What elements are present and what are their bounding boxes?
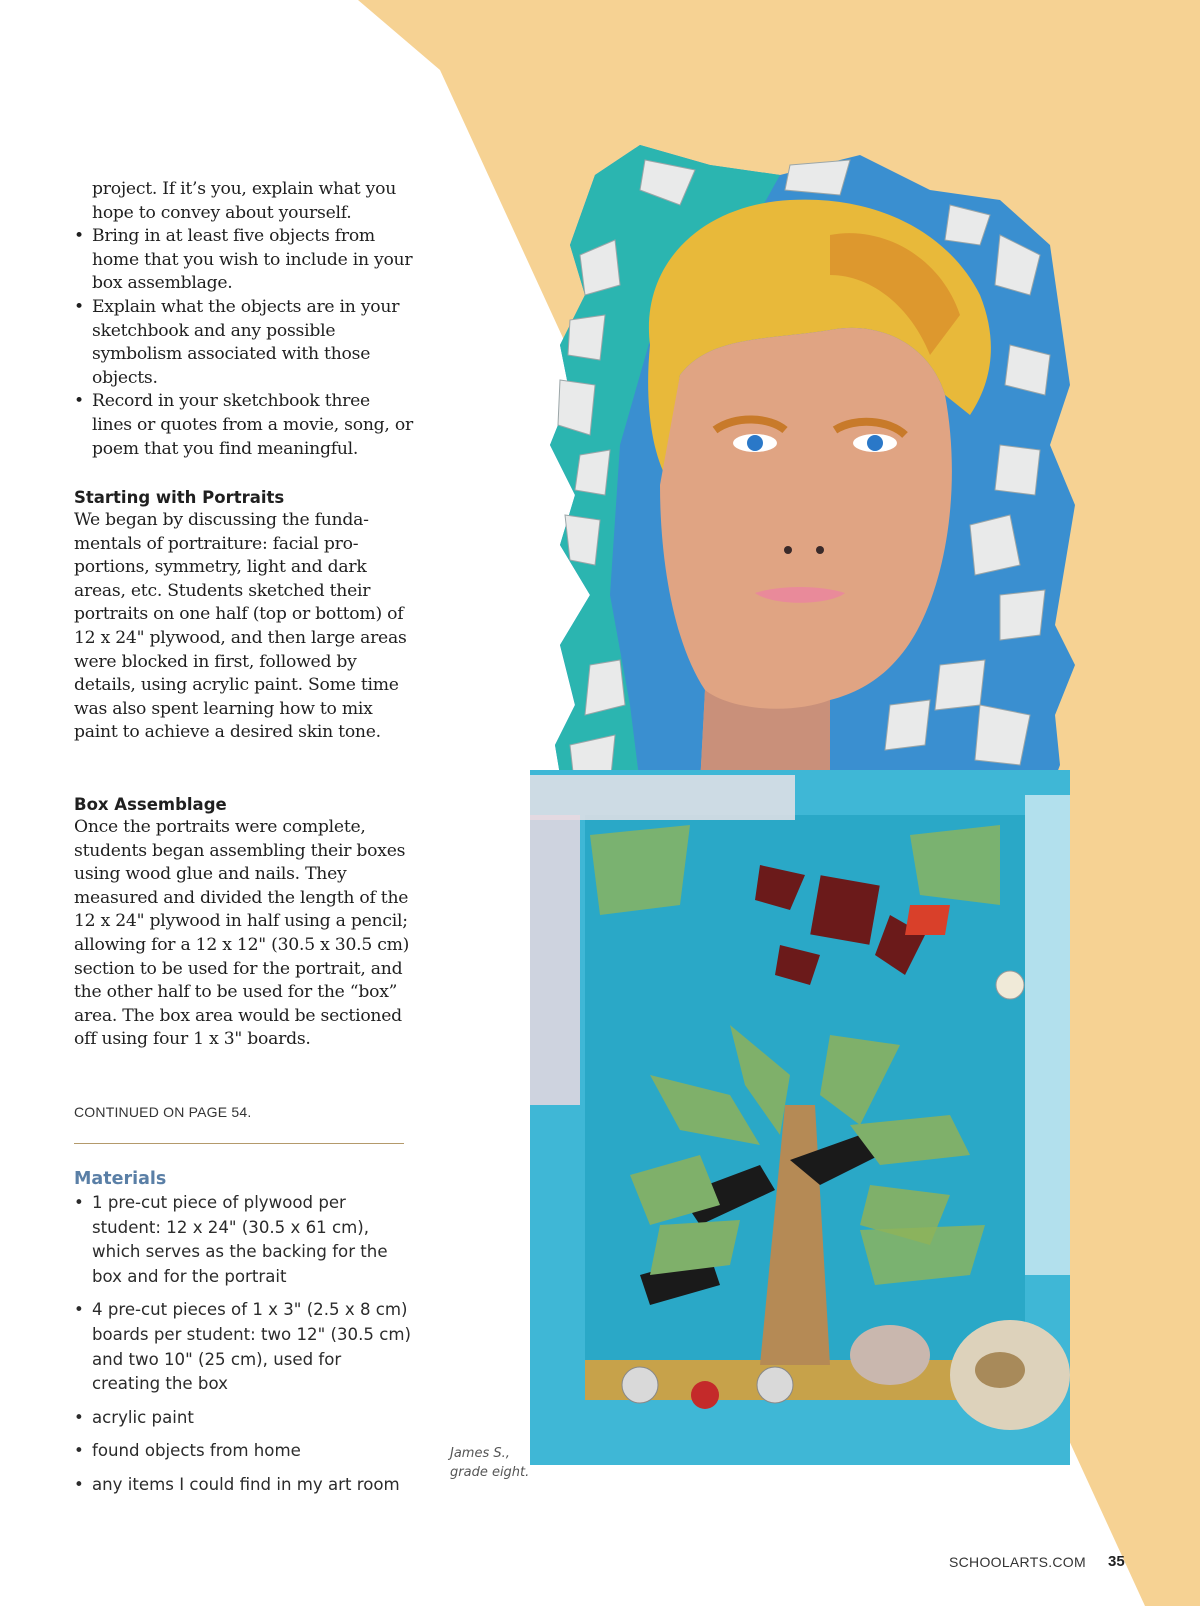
intro-bullet: • Record in your sketchbook three lines or quotes from a movie, song, or poem that you find meaningful. [74,390,414,461]
intro-bullet-list [74,225,414,461]
materials-item: • found objects from home [74,1439,414,1464]
materials-section [74,1169,414,1507]
page-number: 35 [1108,1553,1125,1570]
materials-title: Materials [74,1169,167,1189]
caption-grade: grade eight. [450,1465,530,1480]
continued-note: CONTINUED ON PAGE 54. [74,1104,252,1120]
materials-list [74,1191,414,1498]
section-portraits [74,487,414,745]
intro-section [74,178,414,461]
caption-name: James S., [450,1446,510,1461]
intro-bullet: • Bring in at least five objects from home that you wish to include in your box assemblage. [74,225,414,296]
student-artwork-image [530,145,1120,1505]
materials-item: • 4 pre-cut pieces of 1 x 3" (2.5 x 8 cm) boards per student: two 12" (30.5 cm) and two 10" (25 cm), used for creating the box [74,1298,414,1396]
section-body: Once the portraits were complete, students began assembling their boxes using wood glue and nails. They measured and divided the length of the 12 x 24" plywood in half using a pencil; allowing for a 12 x 12" (30.5 x 30.5 cm) section to be used for the portrait, and the other half to be used for the “box” area. The box area would be sectioned off using four 1 x 3" boards. [74,817,410,1050]
section-body: We began by discussing the fundamentals of portraiture: facial proportions, symmetry, light and dark areas, etc. Students sketched their portraits on one half (top or bottom) of 12 x 24" plywood, and then large areas were blocked in first, followed by details, using acrylic paint. Some time was also spent learning how to mix paint to achieve a desired skin tone. [74,510,407,743]
materials-item: • any items I could find in my art room [74,1473,414,1498]
artwork-caption [450,1444,529,1482]
materials-item: • 1 pre-cut piece of plywood per student: 12 x 24" (30.5 x 61 cm), which serves as the backing for the box and for the portrait [74,1191,414,1289]
section-box-assemblage [74,794,414,1052]
intro-bullet: • Explain what the objects are in your sketchbook and any possible symbolism associated with those objects. [74,296,414,390]
intro-continuation: project. If it’s you, explain what you hope to convey about yourself. [92,179,397,223]
divider-rule [74,1143,404,1144]
section-heading: Starting with Portraits [74,488,285,507]
section-heading: Box Assemblage [74,795,227,814]
materials-item: • acrylic paint [74,1406,414,1431]
footer-site: SCHOOLARTS.COM [949,1554,1086,1570]
